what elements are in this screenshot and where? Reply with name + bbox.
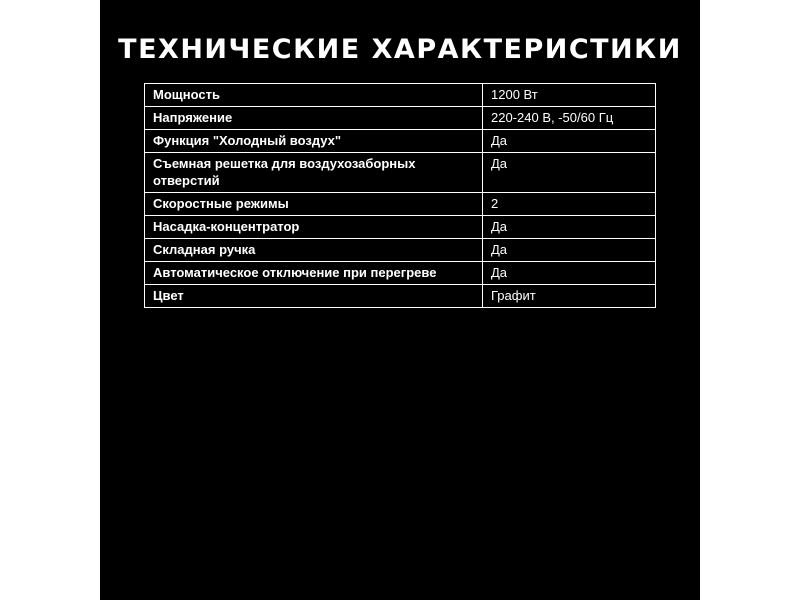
spec-value: Да [483,216,656,239]
table-row [145,262,656,285]
spec-value: 1200 Вт [483,84,656,107]
spec-value: 220-240 В, -50/60 Гц [483,107,656,130]
table-row [145,239,656,262]
spec-value: Графит [483,285,656,308]
spec-name: Функция "Холодный воздух" [145,130,483,153]
table-row [145,84,656,107]
spec-name: Цвет [145,285,483,308]
spec-value: Да [483,153,656,193]
table-row [145,193,656,216]
table-row [145,130,656,153]
spec-panel [100,0,700,600]
spec-name: Скоростные режимы [145,193,483,216]
specs-table [144,83,656,308]
table-row [145,216,656,239]
table-row [145,285,656,308]
spec-name: Насадка-концентратор [145,216,483,239]
spec-value: Да [483,130,656,153]
table-row [145,153,656,193]
spec-value: Да [483,239,656,262]
spec-value: Да [483,262,656,285]
spec-name: Автоматическое отключение при перегреве [145,262,483,285]
page-title: ТЕХНИЧЕСКИЕ ХАРАКТЕРИСТИКИ [118,34,682,65]
spec-value: 2 [483,193,656,216]
table-row [145,107,656,130]
spec-name: Съемная решетка для воздухозаборных отверстий [145,153,483,193]
spec-name: Складная ручка [145,239,483,262]
spec-name: Мощность [145,84,483,107]
spec-name: Напряжение [145,107,483,130]
